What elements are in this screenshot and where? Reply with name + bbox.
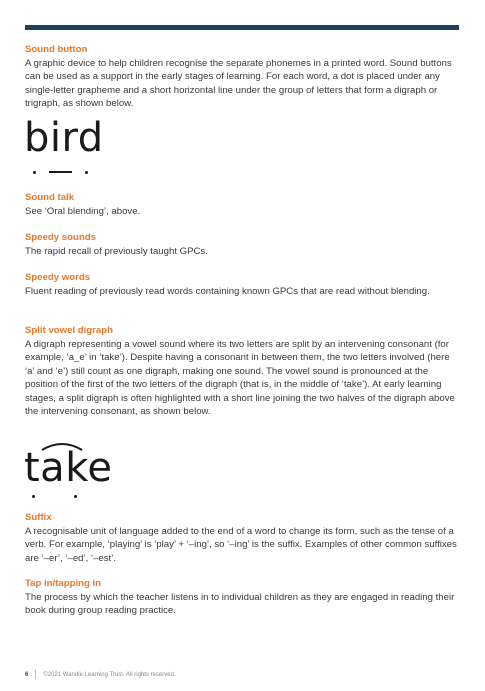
copyright-text: ©2021 Wandle Learning Trust. All rights reserved.	[43, 672, 176, 679]
sound-button-dot	[32, 495, 35, 498]
definition-speedy-words: Fluent reading of previously read words containing known GPCs that are read without blending.	[25, 286, 430, 297]
footer-divider	[35, 670, 36, 679]
term-sound-button: Sound button	[25, 44, 88, 55]
sound-button-dot	[33, 171, 36, 174]
definition-speedy-sounds: The rapid recall of previously taught GPCs.	[25, 246, 208, 257]
definition-suffix: A recognisable unit of language added to the end of a word to change its form, such as the tense of a verb. For example, ‘playing’ is ‘play’ + ‘–ing’, so ‘–ing’ is the suffix. Examples of other common suffixes are ‘–er’, ‘–ed’, ‘–est’.	[25, 526, 457, 564]
sound-button-dot	[74, 495, 77, 498]
term-speedy-words: Speedy words	[25, 272, 91, 283]
page-number: 6	[25, 672, 29, 679]
sound-button-dot	[85, 171, 88, 174]
term-sound-talk: Sound talk	[25, 192, 75, 203]
definition-tap-in: The process by which the teacher listens in to individual children as they are engaged in reading their book during group reading practice.	[25, 592, 455, 617]
sound-button-line	[49, 171, 72, 173]
term-speedy-sounds: Speedy sounds	[25, 232, 96, 243]
example-word-bird: bird	[24, 115, 104, 161]
header-rule	[25, 25, 459, 30]
term-tap-in: Tap in/tapping in	[25, 578, 102, 589]
example-word-take: take	[24, 445, 113, 491]
definition-sound-button: A graphic device to help children recognise the separate phonemes in a printed word. Sound buttons can be used as a support in the early stages of learning. For each word, a dot is placed under any single-letter grapheme and a short horizontal line under the group of letters that form a digraph or trigraph, as shown below.	[25, 58, 452, 110]
definition-split-vowel-digraph: A digraph representing a vowel sound where its two letters are split by an intervening consonant (for example, ‘a_e’ in ‘take’). Despite having a consonant in between them, the two letters involved (here ‘a’ and ‘e’) still count as one digraph, making one sound. The vowel sound is pronounced at the position of the first of the two letters of the digraph (that is, in the middle of ‘take’). At early learning stages, a split digraph is often highlighted with a short line joining the two halves of the digraph above the intervening consonant, as shown below.	[25, 339, 455, 418]
term-suffix: Suffix	[25, 512, 52, 523]
term-split-vowel-digraph: Split vowel digraph	[25, 325, 113, 336]
page-footer	[25, 670, 176, 679]
definition-sound-talk: See ‘Oral blending’, above.	[25, 206, 141, 217]
